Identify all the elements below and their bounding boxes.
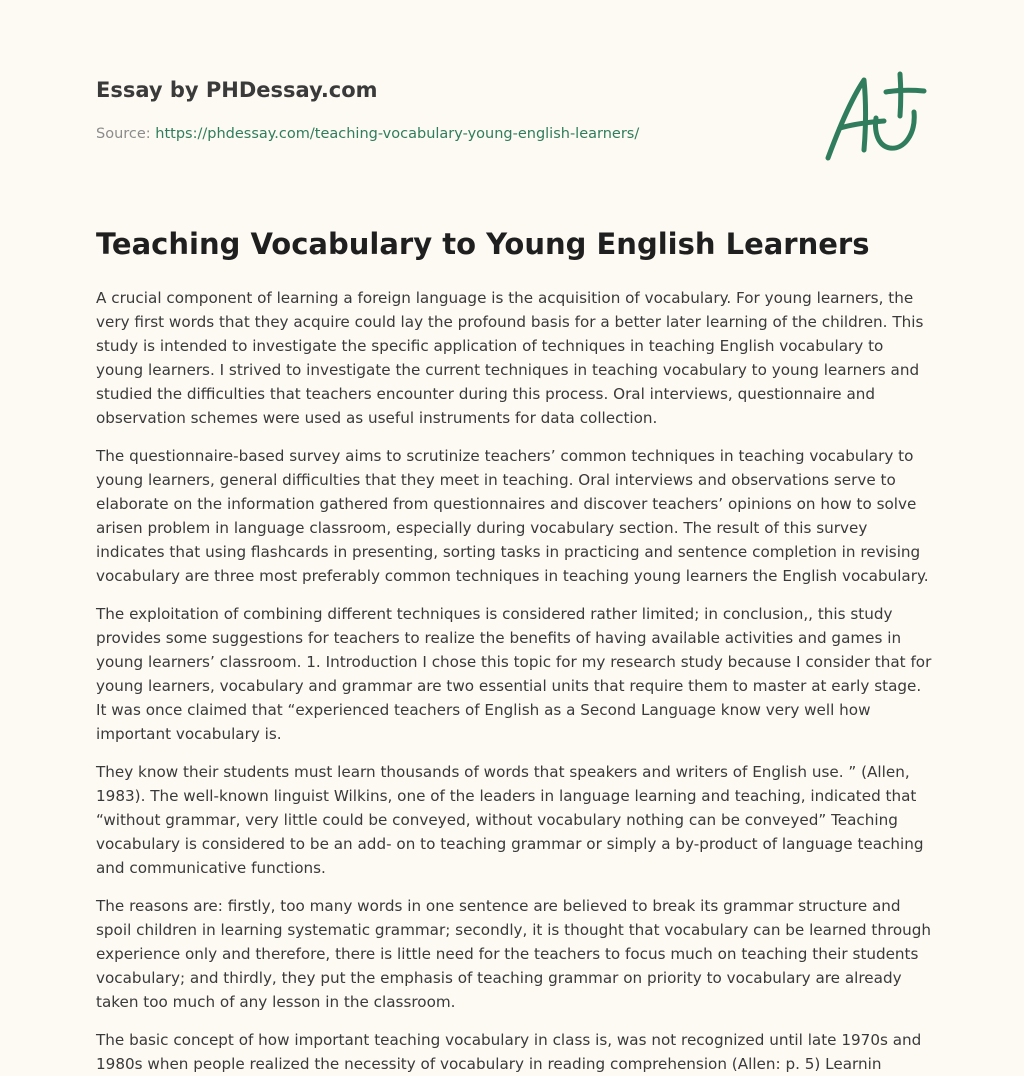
page-header [96, 76, 796, 144]
paragraph-1: A crucial component of learning a foreign language is the acquisition of vocabulary. For young learners, the very first words that they acquire could lay the profound basis for a better later learning of the children. This study is intended to investigate the specific application of techniques in teaching English vocabulary to young learners. I strived to investigate the current techniques in teaching vocabulary to young learners and studied the difficulties that teachers encounter during this process. Oral interviews, questionnaire and observation schemes were used as useful instruments for data collection. [96, 289, 924, 427]
paragraph-6: The basic concept of how important teaching vocabulary in class is, was not recognized until late 1970s and 1980s when people realized the necessity of vocabulary in reading comprehension (Allen: p. 5) Learnin [96, 1031, 922, 1073]
essay-title: Teaching Vocabulary to Young English Learners [96, 227, 870, 261]
a-plus-logo-icon [820, 66, 930, 166]
paragraph-5: The reasons are: firstly, too many words in one sentence are believed to break its grammar structure and spoil children in learning systematic grammar; secondly, it is thought that vocabulary can be learned through experience only and therefore, there is little need for the teachers to focus much on teaching their students vocabulary; and thirdly, they put the emphasis of teaching grammar on priority to vocabulary are already taken too much of any lesson in the classroom. [96, 897, 932, 1011]
brand-title: Essay by PHDessay.com [96, 78, 378, 102]
source-line [96, 124, 796, 144]
source-link[interactable]: https://phdessay.com/teaching-vocabulary-young-english-learners/ [155, 126, 640, 142]
paragraph-3: The exploitation of combining different techniques is considered rather limited; in conclusion,, this study provides some suggestions for teachers to realize the benefits of having available activities and games in young learners’ classroom. 1. Introduction I chose this topic for my research study because I consider that for young learners, vocabulary and grammar are two essential units that require them to master at early stage. It was once claimed that “experienced teachers of English as a Second Language know very well how important vocabulary is. [96, 605, 932, 743]
essay-body [96, 286, 934, 1076]
source-label: Source: [96, 126, 151, 142]
paragraph-4: They know their students must learn thousands of words that speakers and writers of English use. ” (Allen, 1983). The well-known linguist Wilkins, one of the leaders in language learning and teaching, indicated that “without grammar, very little could be conveyed, without vocabulary nothing can be conveyed” Teaching vocabulary is considered to be an add- on to teaching grammar or simply a by-product of language teaching and communicative functions. [96, 763, 924, 877]
paragraph-2: The questionnaire-based survey aims to scrutinize teachers’ common techniques in teaching vocabulary to young learners, general difficulties that they meet in teaching. Oral interviews and observations serve to elaborate on the information gathered from questionnaires and discover teachers’ opinions on how to solve arisen problem in language classroom, especially during vocabulary section. The result of this survey indicates that using flashcards in presenting, sorting tasks in practicing and sentence completion in revising vocabulary are three most preferably common techniques in teaching young learners the English vocabulary. [96, 447, 929, 585]
